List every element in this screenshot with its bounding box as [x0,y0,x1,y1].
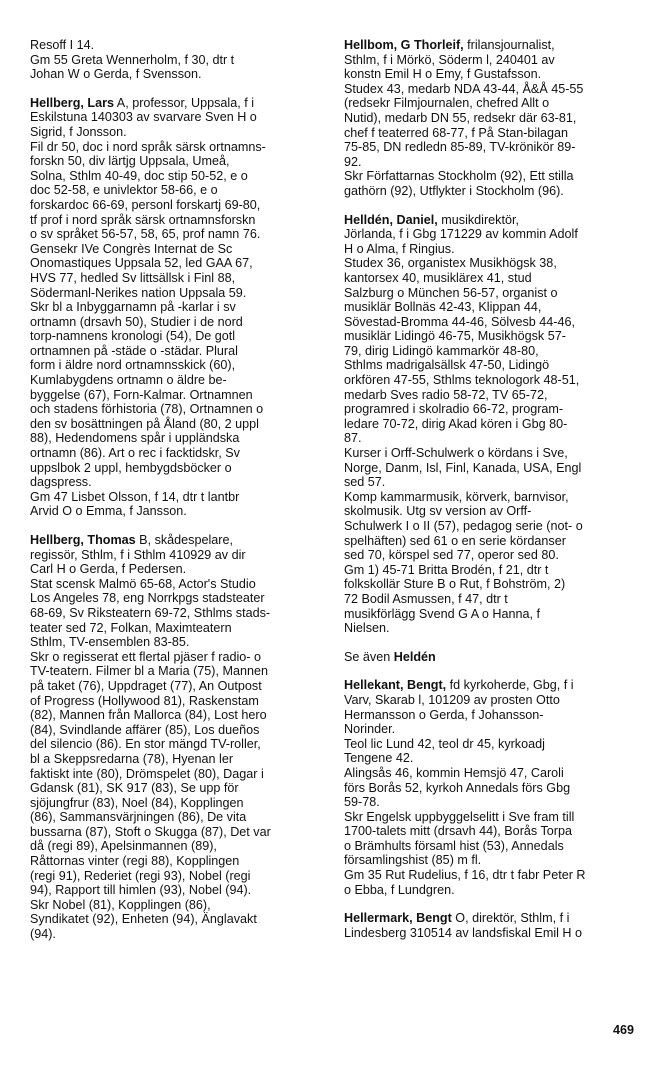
entry-line: Råttornas vinter (regi 88), Kopplingen [30,854,240,869]
entry-line: dagspress. [30,475,92,490]
entry-line [30,96,330,111]
entry-line: Resoff I 14. [30,38,95,52]
entry-line: musikförlägg Svend G A o Hanna, f [344,606,541,621]
entry-line: Södermanl-Nerikes nation Uppsala 59. [30,285,247,300]
entry-line: Skr bl a Inbyggarnamn på -karlar i sv [30,300,236,315]
entry-line: o Brämhults församl hist (53), Annedals [344,838,564,853]
entry-line: TV-teatern. Filmer bl a Maria (75), Mannen [30,664,268,679]
entry-line: Tengene 42. [344,751,414,766]
entry-line: Nutid), medarb DN 55, redsekr där 63-81, [344,110,577,125]
entry-line: 72 Bodil Asmussen, f 47, dtr t [344,591,508,606]
entry-line: ortnamn (drsavh 50), Studier i de nord [30,314,243,329]
entry-line: 68-69, Sv Riksteatern 69-72, Sthlms stads- [30,605,271,620]
entry-line: Jörlanda, f i Gbg 171229 av kommin Adolf [344,227,578,242]
entry-line: då (regi 89), Apelsinmannen (89), [30,839,217,854]
entry-line: Arvid O o Emma, f Jansson. [30,504,187,519]
entry-text: O, direktör, Sthlm, f i [451,911,570,926]
entry-line: uppslbok 2 uppl, hembygdsböcker o [30,460,232,475]
right-column [344,38,642,954]
entry-headword: Heldén [393,649,436,664]
entry-line: del silencio (86). En stor mängd TV-roller, [30,737,261,752]
entry-line: folkskollär Sture B o Rut, f Bohström, 2) [344,577,566,592]
entry-line: (86), Sammansvärjningen (86), De vita [30,810,247,825]
entry-line: H o Alma, f Ringius. [344,241,455,256]
entry-line: Stat scensk Malmö 65-68, Actor's Studio [30,576,256,591]
entry-line: gathörn (92), Utflykter i Stockholm (96). [344,183,564,198]
entry-line: (redsekr Filmjournalen, chefred Allt o [344,96,550,111]
entry-line: Syndikatet (92), Enheten (94), Änglavakt [30,912,257,927]
entry-headword: Hellekant, Bengt, [344,678,447,693]
entry-line: Skr o regisserat ett flertal pjäser f radio- o [30,649,261,664]
entry-line: Hermansson o Gerda, f Johansson- [344,707,544,722]
entry-line: Solna, Sthlm 40-49, doc stip 50-52, e o [30,168,248,183]
entry-line: Alingsås 46, kommin Hemsjö 47, Caroli [344,765,564,780]
entry-line: musiklär Lidingö 46-75, Musikhögsk 57- [344,329,566,344]
entry-text: B, skådespelare, [135,533,233,547]
entry-text: A, professor, Uppsala, f i [114,95,255,110]
entry [30,96,330,519]
entry-line: Fil dr 50, doc i nord språk särsk ortnamns- [30,139,266,154]
entry-text: fd kyrkoherde, Gbg, f i [446,678,574,693]
entry-line: (94). [30,927,56,942]
entry-line: Sigrid, f Jonsson. [30,124,127,139]
entry-line: Salzburg o München 56-57, organist o [344,285,558,300]
entry-line: Skr Författarnas Stockholm (92), Ett stilla [344,169,574,184]
entry-line: Lindesberg 310514 av landsfiskal Emil H o [344,925,583,940]
entry [344,678,642,897]
entry-line: HVS 77, hedled Sv littsällsk i Finl 88, [30,270,236,285]
entry-line: Carl H o Gerda, f Pedersen. [30,562,187,577]
entry-line: förs Borås 52, kyrkoh Annedals förs Gbg [344,780,571,795]
entry-prefix: Se även [344,649,394,664]
entry-headword: Hellberg, Thomas [30,533,136,547]
entry-line [344,213,642,228]
entry [344,911,642,940]
entry-headword-name: G Thorleif, [397,38,464,52]
entry-line: o Ebba, f Lundgren. [344,882,455,897]
entry-line: byggelse (67), Forn-Kalmar. Ortnamnen [30,387,253,402]
entry-line: 79, dirig Lidingö kammarkör 48-80, [344,343,539,358]
entry-headword: Hellberg, Lars [30,95,114,110]
entry-line: 92. [344,154,362,169]
entry-line: of Progress (Hollywood 81), Raskenstam [30,693,259,708]
entry-line: programred i skolradio 66-72, program- [344,402,564,417]
entry-line [344,650,642,665]
entry-headword: Hellermark, Bengt [344,911,452,926]
entry-line: 94), Rapport till himlen (93), Nobel (94). [30,883,252,898]
entry-line: spelhäften) sed 61 o en serie kördanser [344,533,566,548]
entry-line: och stadens förhistoria (78), Ortnamnen o [30,402,264,417]
entry-line: 75-85, DN redledn 85-89, TV-krönikör 89- [344,140,576,155]
entry-line: Norge, Danm, Isl, Finl, Kanada, USA, Engl [344,460,582,475]
entry-line: orkfören 47-55, Sthlms teknologork 48-51, [344,373,580,388]
entry-line: Gensekr IVe Congrès Internat de Sc [30,241,233,256]
entry-line: torp-namnens kronologi (54), De gotl [30,329,236,344]
entry-line: medarb Sves radio 58-72, TV 65-72, [344,387,548,402]
entry-line: Sövestad-Bromma 44-46, Sölvesb 44-46, [344,314,576,329]
entry-line: Schulwerk I o II (57), pedagog serie (not- o [344,519,583,533]
entry-line: Studex 43, medarb NDA 43-44, Å&Å 45-55 [344,81,584,96]
entry-line: 87. [344,431,362,446]
entry [344,650,642,665]
entry [344,213,642,636]
entry-line: Skr Engelsk uppbyggelselitt i Sve fram till [344,809,575,824]
entry-line: Gm 47 Lisbet Olsson, f 14, dtr t lantbr [30,489,240,504]
entry-line [30,533,330,548]
entry [344,38,642,199]
entry-line: Gm 55 Greta Wennerholm, f 30, dtr t [30,52,235,67]
entry-line: Kurser i Orff-Schulwerk o kördans i Sve, [344,446,568,461]
entry-line: Onomastiques Uppsala 52, led GAA 67, [30,256,253,271]
entry-line: Sthlm, TV-ensemblen 83-85. [30,635,190,650]
entry-line: Gm 1) 45-71 Britta Brodén, f 21, dtr t [344,562,549,577]
entry-line: 88), Hedendomens spår i uppländska [30,431,240,446]
entry-line: forskn 50, div lärtjg Uppsala, Umeå, [30,154,230,169]
entry [30,38,330,82]
entry-line: bussarna (87), Stoft o Skugga (87), Det var [30,824,271,839]
entry-line: regissör, Sthlm, f i Sthlm 410929 av dir [30,547,246,562]
entry-line: kantorsex 40, musiklärex 41, stud [344,270,532,285]
entry-line: faktiskt inte (80), Drömspelet (80), Dagar i [30,766,264,781]
entry-line: ortnamnen på -städe o -städar. Plural [30,343,238,358]
entry-line: Skr Nobel (81), Kopplingen (86), [30,897,211,912]
entry-line: på taket (76), Uppdraget (77), An Outpost [30,678,262,693]
left-column [30,38,330,956]
entry-line: sed 70, körspel sed 77, operor sed 80. [344,548,559,563]
entry-line: Sthlm, f i Mörkö, Söderm l, 240401 av [344,52,555,67]
entry-line: ortnamn (86). Art o rec i facktidskr, Sv [30,446,240,461]
entry-line: (84), Svindlande affärer (85), Los dueños [30,722,260,737]
entry-line: Komp kammarmusik, körverk, barnvisor, [344,489,569,504]
entry-line: Sthlms madrigalsällsk 47-50, Lidingö [344,358,550,373]
entry-headword: Helldén, Daniel, [344,212,438,227]
entry-line [344,38,642,53]
entry-line: (82), Mannen från Mallorca (84), Lost hero [30,708,267,723]
entry-text: musikdirektör, [437,212,519,227]
entry-line: konstn Emil H o Emy, f Gustafsson. [344,67,542,82]
entry-line: Nielsen. [344,621,390,636]
entry-line: skolmusik. Utg sv version av Orff- [344,504,532,519]
entry-line: Johan W o Gerda, f Svensson. [30,67,202,82]
entry-line: musiklär Bollnäs 42-43, Klippan 44, [344,300,542,315]
entry-line [344,678,642,693]
entry-line: bl a Skeppsredarna (78), Hyenan ler [30,751,234,766]
entry-line: Gm 35 Rut Rudelius, f 16, dtr t fabr Peter R [344,868,586,883]
entry-line: Teol lic Lund 42, teol dr 45, kyrkoadj [344,736,545,751]
entry-line: (regi 91), Rederiet (regi 93), Nobel (regi [30,868,251,883]
page-number: 469 [613,1023,635,1037]
entry-line: Norinder. [344,722,396,737]
entry-line: ledare 70-72, dirig Akad kören i Gbg 80- [344,416,568,431]
entry [30,533,330,942]
entry-line: 59-78. [344,795,380,810]
entry-line: tf prof i nord språk särsk ortnamnsforskn [30,212,256,227]
entry-line: Studex 36, organistex Musikhögsk 38, [344,256,557,271]
entry-line: Kumlabygdens ortnamn o äldre be- [30,373,227,388]
entry-line: sed 57. [344,475,386,490]
entry-line: Los Angeles 78, eng Norrkpgs stadsteater [30,591,265,606]
entry-line: Gdansk (81), SK 917 (83), Se upp för [30,781,239,796]
entry-line: doc 52-58, e univlektor 58-66, e o [30,183,218,198]
entry-line: den sv bosättningen på Åland (80, 2 uppl [30,416,259,431]
entry-line: Varv, Skarab l, 101209 av prosten Otto [344,692,560,707]
entry-line: församlingshist (85) m fl. [344,853,482,868]
entry-line: form i äldre nord ortnamnsskick (60), [30,358,236,373]
entry-line: Eskilstuna 140303 av svarvare Sven H o [30,110,257,125]
entry-line: teater sed 72, Folkan, Maximteatern [30,620,232,635]
entry-headword: Hellbom, [344,38,398,52]
entry-line: o sv språket 56-57, 58, 65, prof namn 76. [30,227,261,242]
entry-line: forskardoc 66-69, personl forskartj 69-80, [30,197,261,212]
entry-line: sjöjungfrur (83), Noel (84), Kopplingen [30,795,244,810]
entry-line: 1700-talets mitt (drsavh 44), Borås Torpa [344,824,572,839]
entry-line [344,911,642,926]
entry-line: chef f teaterred 68-77, f På Stan-bilagan [344,125,569,140]
entry-text: frilansjournalist, [463,38,555,52]
